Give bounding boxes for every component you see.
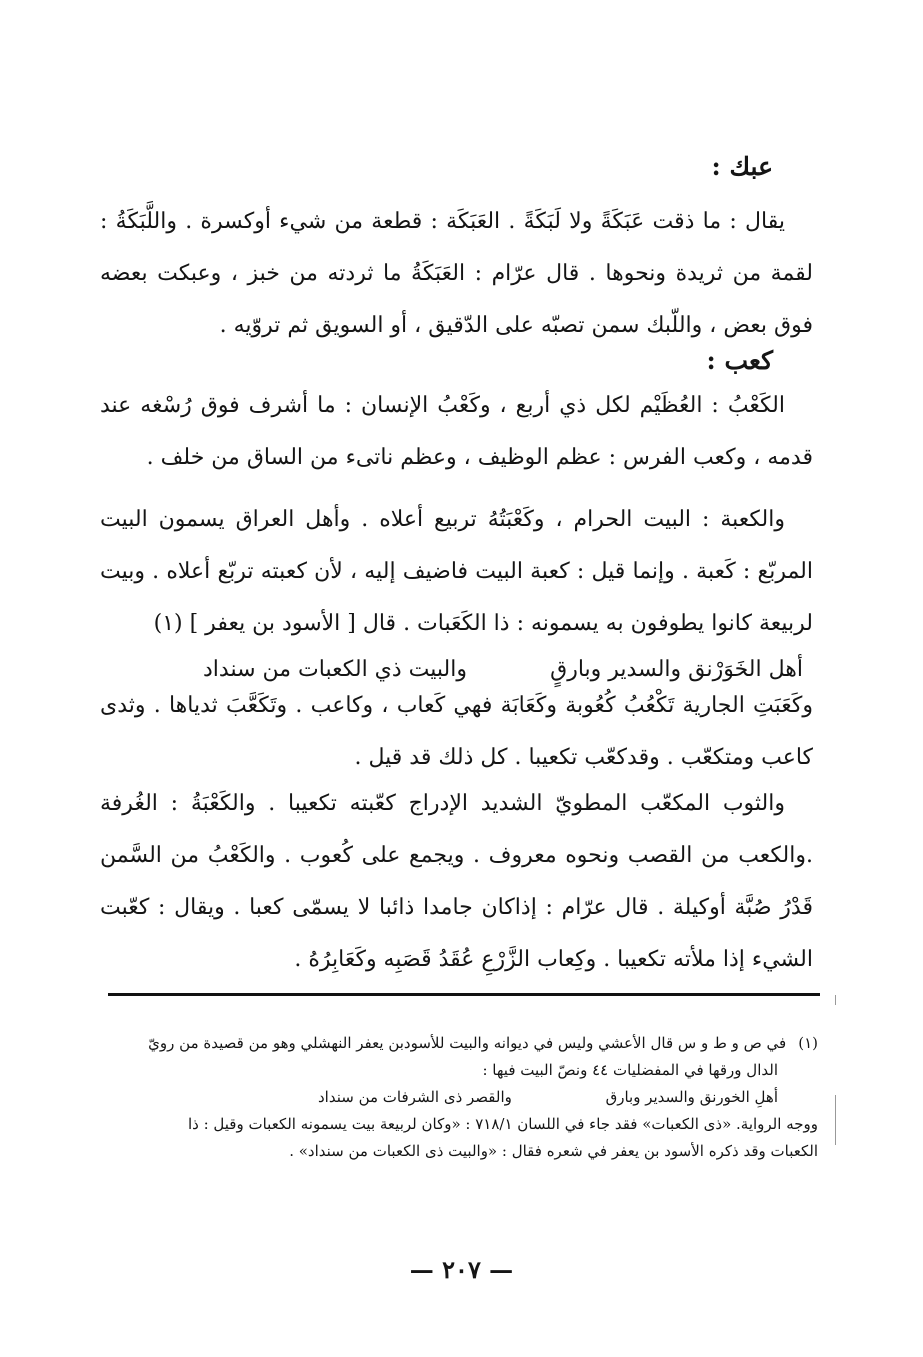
footnote bbox=[110, 1030, 818, 1165]
footnote-line-2: الدال ورقها في المفضليات ٤٤ ونصّ البيت فيها : bbox=[482, 1061, 778, 1079]
footnote-line-4: الكعبات وقد ذكره الأسود بن يعفر في شعره فقال : «والبيت ذى الكعبات من سنداد» . bbox=[289, 1142, 818, 1160]
footnote-verse-second: والقصر ذى الشرفات من سنداد bbox=[318, 1088, 512, 1106]
footnote-verse-first: أهلِ الخورنق والسدير وبارق bbox=[605, 1088, 778, 1106]
entry-paragraph-kab-4: والثوب المكعّب المطويّ الشديد الإدراج كعّبته تكعيبا . والكَعْبَةُ : الغُرفة .والكعب من القصب ونحوه معروف . ويجمع على كُعوب . والكَعْبُ من السَّمن قَدْرُ صُبَّة أوكيلة . قال عرّام : إذاكان جامدا ذائبا لا يسمّى كعبا . ويقال : كعّبت الشيء إذا ملأته تكعيبا . وكِعاب الزَّرْعِ عُقَدُ قَصَبِه وكَعَابِرُهُ . bbox=[100, 791, 813, 972]
entry-heading-abk: عبك : bbox=[711, 152, 773, 181]
entry-paragraph-kab-1: الكَعْبُ : العُظَيْم لكل ذي أربع ، وكَعْبُ الإنسان : ما أشرف فوق رُسْغه عند قدمه ، وكعب الفرس : عظم الوظيف ، وعظم ناتىء من الساق من خلف . bbox=[100, 393, 813, 470]
margin-mark bbox=[835, 995, 836, 1005]
footnote-number: (١) bbox=[798, 1034, 818, 1052]
footnote-line-3: ووجه الرواية. «ذى الكعبات» فقد جاء في اللسان ٧١٨/١ : «وكان لربيعة بيت يسمونه الكعبات وقيل : ذا bbox=[187, 1115, 818, 1133]
entry-paragraph-kab-2: والكعبة : البيت الحرام ، وكَعْبَتُهُ تربيع أعلاه . وأهل العراق يسمون البيت المربّع : كَعبة . وإنما قيل : كعبة البيت فاضيف إليه ، لأن كعبته تربّع أعلاه . وبيت لربيعة كانوا يطوفون به يسمونه : ذا الكَعَبات . قال [ الأسود بن يعفر ] (١) bbox=[100, 507, 813, 636]
footnote-line-1 bbox=[110, 1030, 818, 1057]
footnote-verse bbox=[318, 1084, 778, 1111]
footnote-text-1: في ص و ط و س قال الأعشي وليس في ديوانه والبيت للأسودبن يعفر النهشلي وهو من قصيدة من رويّ bbox=[148, 1034, 787, 1052]
margin-mark bbox=[835, 1095, 836, 1145]
verse-second-hemistich: والبيت ذي الكعبات من سنداد bbox=[203, 657, 467, 682]
page-number: — ٢٠٧ — bbox=[409, 1255, 514, 1284]
entry-paragraph-kab-3: وكَعَبَتِ الجارية تَكْعُبُ كُعُوبة وكَعَابَة فهي كَعاب ، وكاعب . وتَكَعَّبَ ثدياها . وثدى كاعب ومتكعّب . وقدكعّب تكعيبا . كل ذلك قد قيل . bbox=[100, 693, 813, 770]
entry-paragraph-abk: يقال : ما ذقت عَبَكَةً ولا لَبَكَةً . العَبَكَة : قطعة من شيء أوكسرة . واللَّبَكَةُ : لقمة من ثريدة ونحوها . قال عرّام : العَبَكَةُ ما ثردته من خبز ، وعبكت بعضه فوق بعض ، واللّبك سمن تصبّه على الدّقيق ، أو السويق ثم تروّيه . bbox=[100, 209, 813, 338]
footnote-separator bbox=[108, 993, 820, 996]
verse-first-hemistich: أهل الخَوَرْنق والسدير وبارقٍ bbox=[550, 657, 803, 682]
entry-heading-kab: كعب : bbox=[706, 346, 773, 375]
